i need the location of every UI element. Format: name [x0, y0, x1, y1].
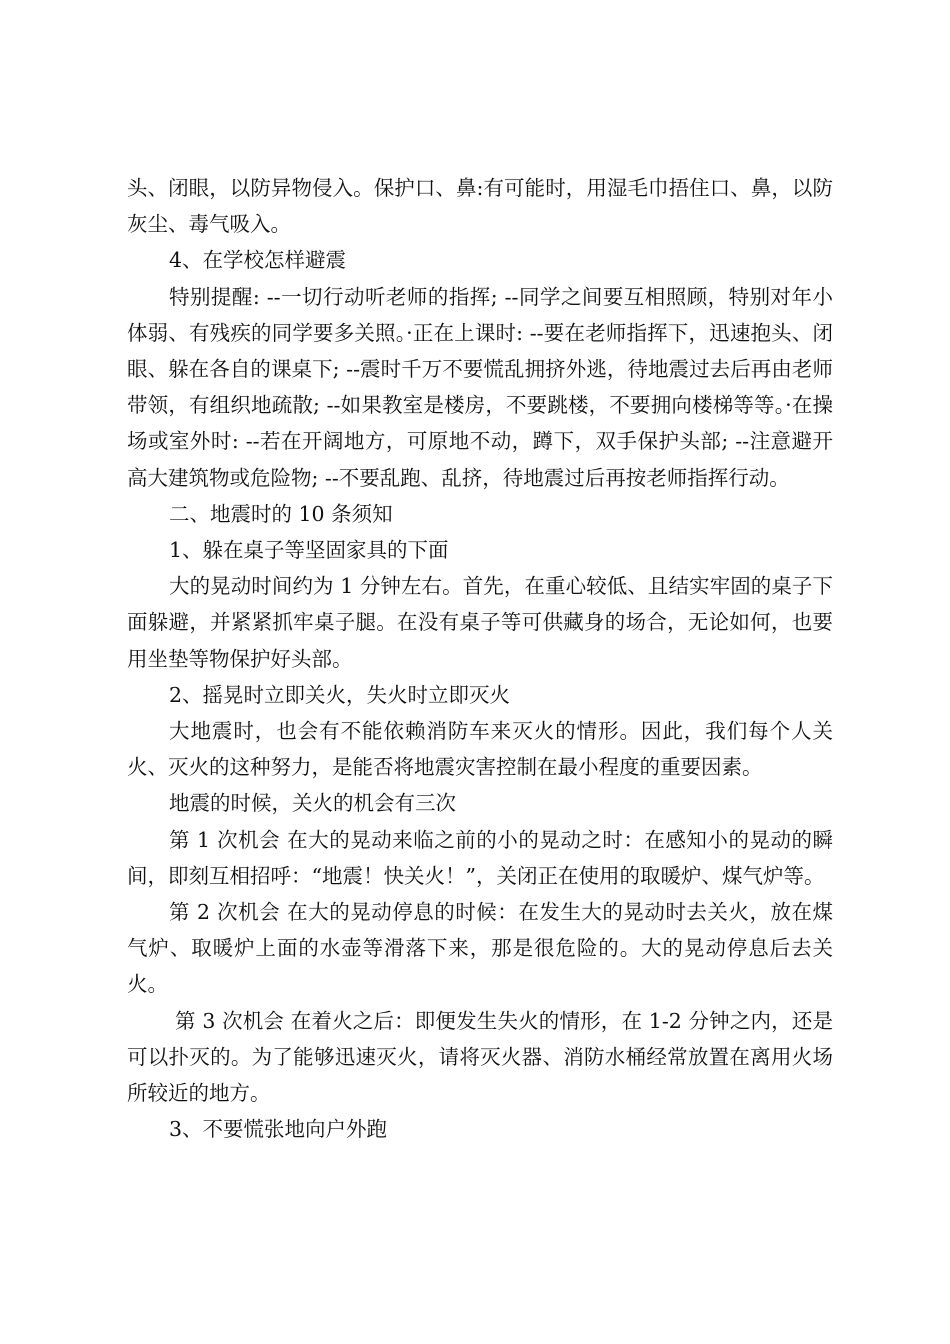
document-body: [127, 170, 833, 1147]
heading-tip-1: 1、躲在桌子等坚固家具的下面: [169, 538, 449, 563]
paragraph-chance-2: 第 2 次机会 在大的晃动停息的时候：在发生大的晃动时去关火，放在煤气炉、取暖炉上面的水壶等滑落下来，那是很危险的。大的晃动停息后去关火。: [127, 900, 833, 997]
heading-ten-tips: 二、地震时的 10 条须知: [169, 501, 393, 526]
paragraph-tip-2: 大地震时，也会有不能依赖消防车来灭火的情形。因此，我们每个人关火、灭火的这种努力，是能否将地震灾害控制在最小程度的重要因素。: [127, 719, 833, 780]
heading-school-earthquake: 4、在学校怎样避震: [169, 248, 347, 273]
paragraph-tip-1: 大的晃动时间约为 1 分钟左右。首先，在重心较低、且结实牢固的桌子下面躲避，并紧紧抓牢桌子腿。在没有桌子等可供藏身的场合，无论如何，也要用坐垫等物保护好头部。: [127, 574, 833, 671]
paragraph-continued-text: 头、闭眼，以防异物侵入。保护口、鼻:有可能时，用湿毛巾捂住口、鼻，以防灰尘、毒气吸入。: [127, 176, 833, 237]
paragraph-three-chances: 地震的时候，关火的机会有三次: [169, 791, 456, 816]
paragraph-special-reminder: 特别提醒: --一切行动听老师的指挥; --同学之间要互相照顾，特别对年小体弱、有残疾的同学要多关照。·正在上课时: --要在老师指挥下，迅速抱头、闭眼、躲在各自的课桌下; --震时千万不要慌乱拥挤外逃，待地震过去后再由老师带领，有组织地疏散; --如果教室是楼房，不要跳楼，不要拥向楼梯等等。·在操场或室外时: --若在开阔地方，可原地不动，蹲下，双手保护头部; --注意避开高大建筑物或危险物; --不要乱跑、乱挤，待地震过后再按老师指挥行动。: [127, 284, 833, 490]
paragraph-chance-3: 第 3 次机会 在着火之后：即便发生失火的情形，在 1-2 分钟之内，还是可以扑灭的。为了能够迅速灭火，请将灭火器、消防水桶经常放置在离用火场所较近的地方。: [127, 1008, 833, 1106]
paragraph-chance-1: 第 1 次机会 在大的晃动来临之前的小的晃动之时：在感知小的晃动的瞬间，即刻互相招呼：“地震！快关火！”，关闭正在使用的取暖炉、煤气炉等。: [127, 827, 833, 888]
heading-tip-3: 3、不要慌张地向户外跑: [169, 1117, 388, 1142]
heading-tip-2: 2、摇晃时立即关火，失火时立即灭火: [169, 682, 511, 707]
